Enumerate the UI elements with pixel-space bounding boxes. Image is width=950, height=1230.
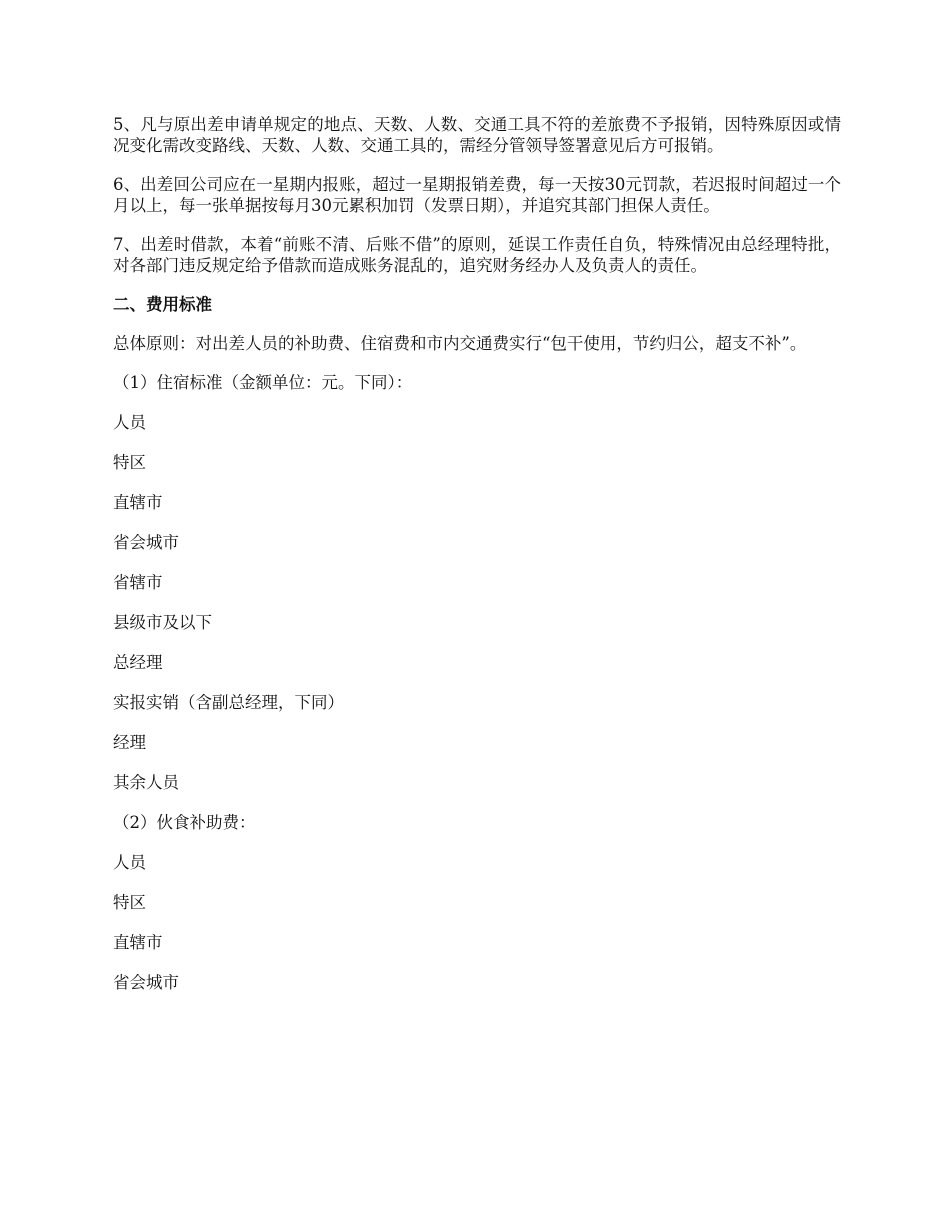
- lodging-item: 其余人员: [113, 773, 179, 792]
- lodging-item: 经理: [113, 733, 146, 752]
- meal-item: 人员: [113, 853, 146, 872]
- rule-paragraph-7: 7、出差时借款，本着“前账不清、后账不借”的原则，延误工作责任自负，特殊情况由总经理特批，对各部门违反规定给予借款而造成账务混乱的，追究财务经办人及负责人的责任。: [113, 235, 841, 275]
- rule-paragraph-6: 6、出差回公司应在一星期内报账，超过一星期报销差费，每一天按30元罚款，若迟报时间超过一个月以上，每一张单据按每月30元累积加罚（发票日期），并追究其部门担保人责任。: [113, 175, 841, 215]
- meal-item: 省会城市: [113, 973, 179, 992]
- lodging-title: （1）住宿标准（金额单位：元。下同）：: [113, 373, 413, 392]
- lodging-item: 直辖市: [113, 493, 163, 512]
- lodging-item: 实报实销（含副总经理，下同）: [113, 693, 344, 712]
- meal-title: （2）伙食补助费：: [113, 813, 256, 832]
- lodging-item: 县级市及以下: [113, 613, 212, 632]
- document-page: [113, 114, 841, 1012]
- meal-item: 特区: [113, 893, 146, 912]
- section-heading: 二、费用标准: [113, 295, 212, 314]
- lodging-item: 总经理: [113, 653, 163, 672]
- principle-paragraph: 总体原则：对出差人员的补助费、住宿费和市内交通费实行“包干使用，节约归公，超支不补”。: [113, 334, 807, 353]
- rule-paragraph-5: 5、凡与原出差申请单规定的地点、天数、人数、交通工具不符的差旅费不予报销，因特殊原因或情况变化需改变路线、天数、人数、交通工具的，需经分管领导签署意见后方可报销。: [113, 115, 841, 155]
- lodging-item: 省会城市: [113, 533, 179, 552]
- lodging-item: 特区: [113, 453, 146, 472]
- meal-item: 直辖市: [113, 933, 163, 952]
- lodging-item: 省辖市: [113, 573, 163, 592]
- lodging-item: 人员: [113, 413, 146, 432]
